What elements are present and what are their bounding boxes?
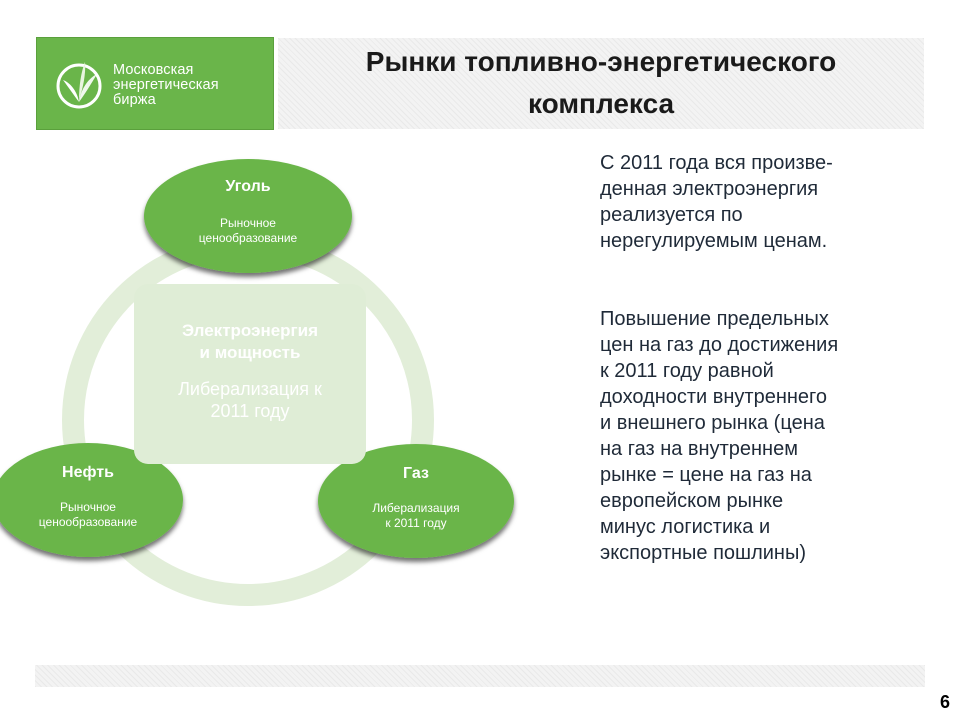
bullet-line: и внешнего рынка (цена — [600, 412, 825, 434]
bullet-line: реализуется по — [600, 204, 743, 226]
center-title — [134, 320, 366, 364]
node-gas-text-line: к 2011 году — [385, 516, 447, 530]
node-coal-title: Уголь — [225, 178, 271, 195]
bullet-line: рынке = цене на газ на — [600, 464, 812, 486]
bullet-line: нерегулируемым ценам. — [600, 230, 828, 252]
footer-band — [35, 665, 925, 687]
center-title-line: Электроэнергия — [181, 321, 319, 340]
bullet-line: к 2011 году равной — [600, 360, 774, 382]
center-text — [144, 378, 356, 422]
center-title-line: и мощность — [199, 343, 301, 362]
bullet-line: цен на газ до достижения — [600, 334, 839, 356]
bullet-paragraph — [600, 150, 930, 254]
center-box-electricity — [134, 284, 366, 464]
bullet-line: денная электроэнергия — [600, 178, 819, 200]
bullet-line: минус логистика и — [600, 516, 771, 538]
brand-name-line: биржа — [113, 92, 156, 108]
page-number: 6 — [939, 692, 950, 712]
node-oil-text-line: ценообразование — [38, 515, 138, 529]
bullet-line: на газ на внутреннем — [600, 438, 798, 460]
brand-name-line: энергетическая — [113, 77, 219, 93]
center-text-line: 2011 году — [210, 401, 290, 421]
bullet-line: экспортные пошлины) — [600, 542, 806, 564]
node-coal-text-line: ценообразование — [198, 231, 298, 245]
bullet-paragraph — [600, 306, 930, 566]
node-gas-title: Газ — [403, 465, 429, 482]
node-gas-text-line: Либерализация — [372, 501, 460, 515]
center-text-line: Либерализация к — [178, 379, 322, 399]
node-oil-text — [0, 500, 182, 530]
node-coal-text — [154, 216, 342, 246]
brand-name-line: Московская — [113, 62, 194, 78]
slide-title-line: Рынки топливно-энергетического — [365, 46, 837, 77]
node-gas-text — [322, 501, 510, 531]
node-oil-title: Нефть — [62, 464, 114, 481]
bullet-line: С 2011 года вся произве- — [600, 152, 833, 174]
slide-title-line: комплекса — [527, 88, 675, 119]
bullet-line: Повышение предельных — [600, 308, 829, 330]
bullet-line: европейском рынке — [600, 490, 784, 512]
bullet-list — [600, 150, 930, 566]
node-oil-text-line: Рыночное — [60, 500, 116, 514]
bullet-line: доходности внутреннего — [600, 386, 828, 408]
node-coal-text-line: Рыночное — [220, 216, 276, 230]
